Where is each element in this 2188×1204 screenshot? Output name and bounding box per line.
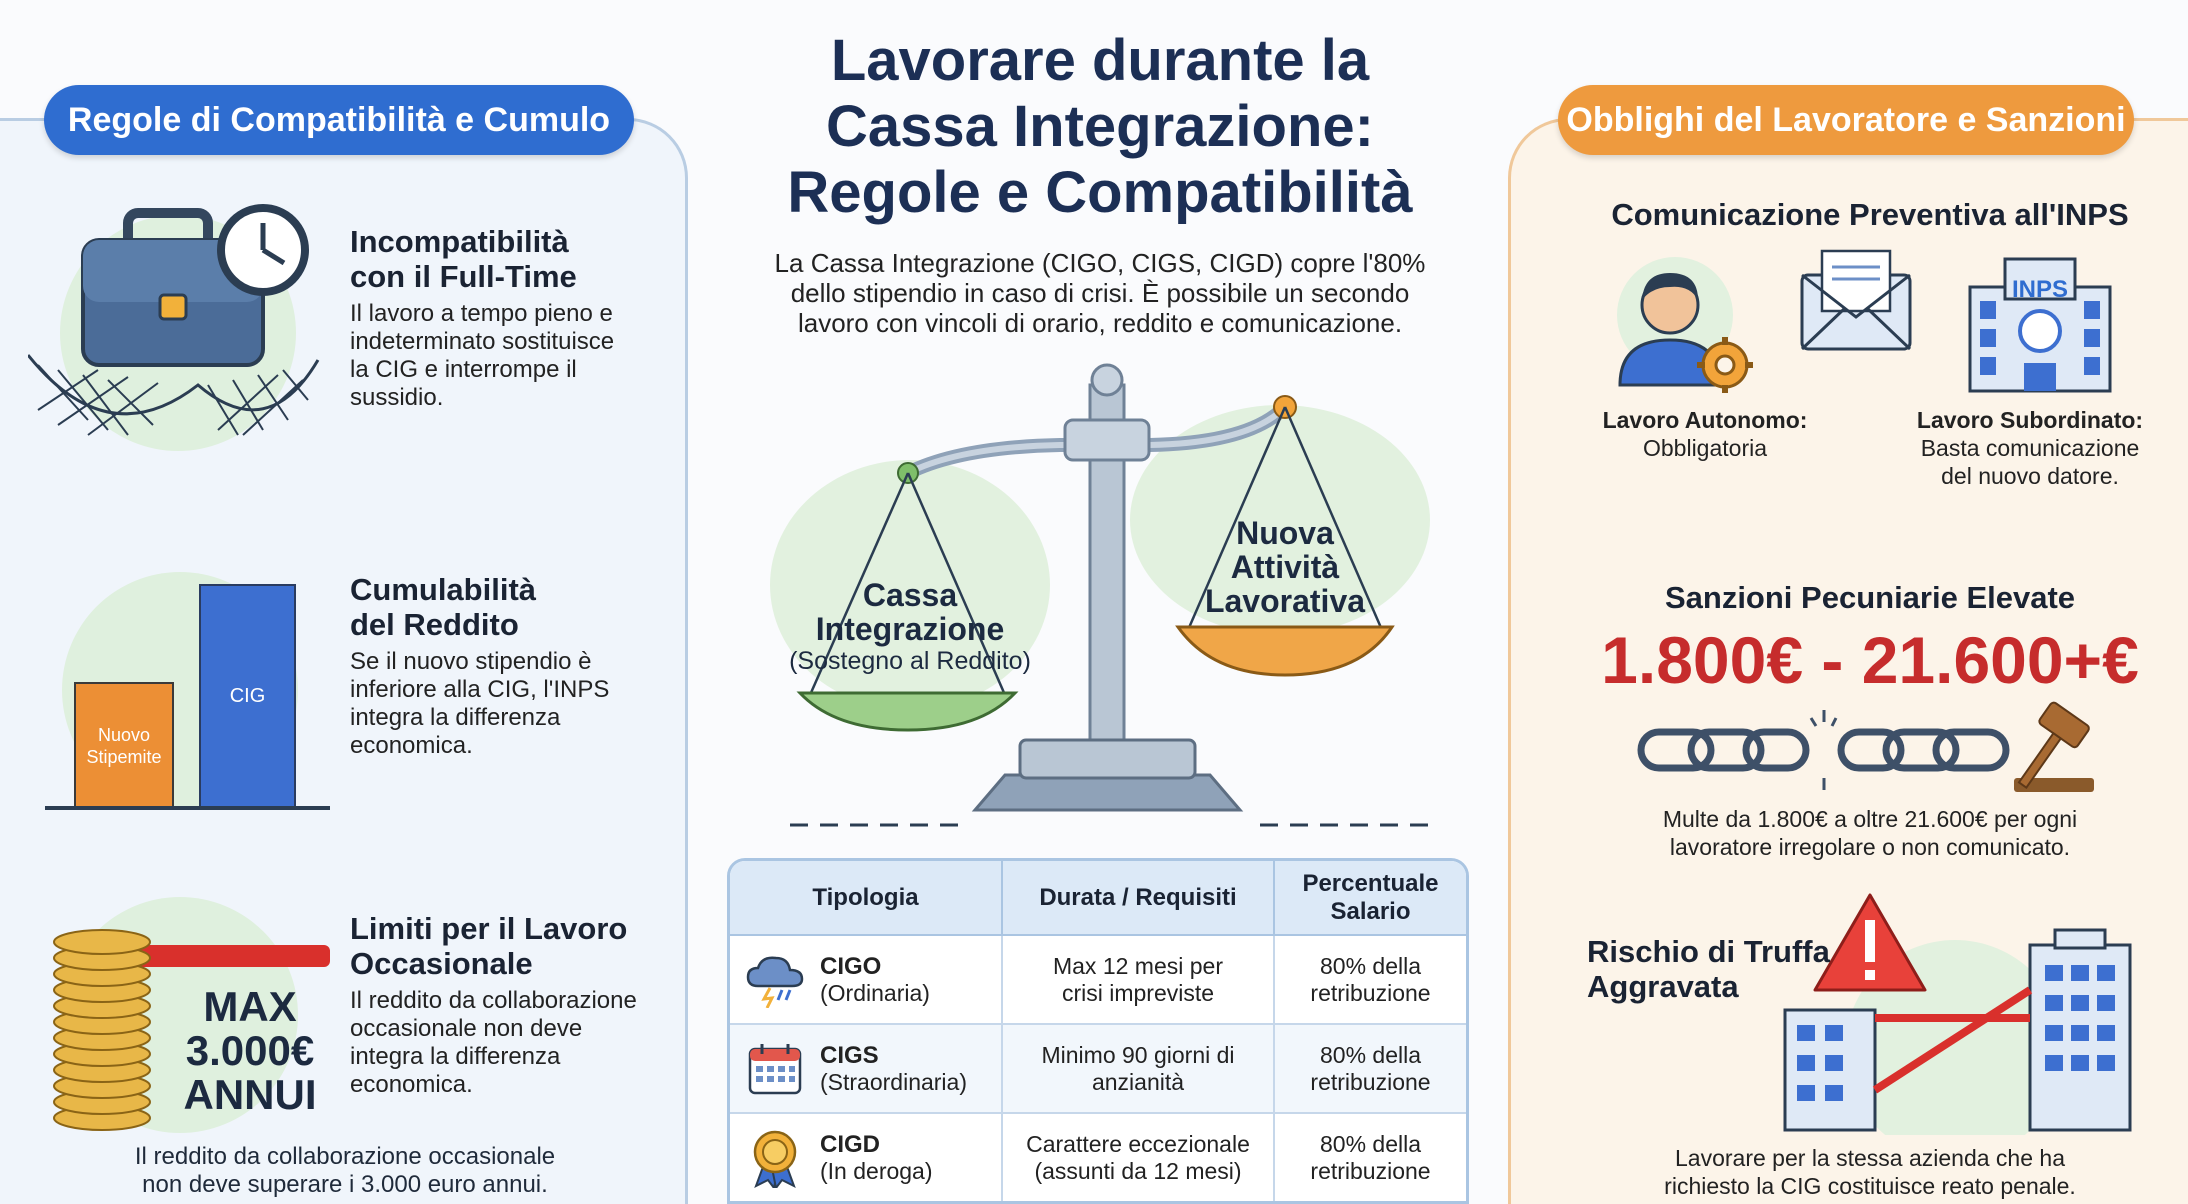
sanctions-body: Multe da 1.800€ a oltre 21.600€ per ogni lavoratore irregolare o non comunicato. (1662, 806, 2078, 860)
employee-note: Lavoro Subordinato: Basta comunicazione del nuovo datore. (1916, 407, 2144, 489)
table-row: CIGD (In deroga) Carattere eccezionale (assunti da 12 mesi) 80% della retribuzione (730, 1113, 1466, 1202)
bar-cig-label: CIG (229, 685, 266, 707)
section3-footer: Il reddito da collaborazione occasionale non deve superare i 3.000 euro annui. (134, 1143, 556, 1198)
section3-title: Limiti per il Lavoro Occasionale (350, 911, 628, 981)
storm-cloud-icon (744, 952, 806, 1008)
section2-body: Se il nuovo stipendio è inferiore alla CIG, l'INPS integra la differenza economica. (350, 648, 610, 759)
sanctions-title: Sanzioni Pecuniarie Elevate (1664, 580, 2076, 615)
warning-buildings-icon (1765, 890, 2145, 1135)
calendar-icon (744, 1041, 806, 1097)
scale-left-label: Cassa Integrazione (Sostegno al Reddito) (789, 577, 1031, 675)
section2-title: Cumulabilità del Reddito (350, 572, 537, 642)
left-section-header: Regole di Compatibilità e Cumulo (44, 85, 634, 155)
col-header-type: Tipologia (730, 861, 1002, 935)
cig-types-table (727, 858, 1469, 1204)
section3-body: Il reddito da collaborazione occasionale non deve integra la differenza economica. (350, 987, 637, 1098)
right-section-header: Obblighi del Lavoratore e Sanzioni (1558, 85, 2134, 155)
intro-text: La Cassa Integrazione (CIGO, CIGS, CIGD) copre l'80% dello stipendio in caso di crisi. È possibile un secondo lavoro con vincoli di orario, reddito e comunicazione. (774, 248, 1426, 338)
inps-label: INPS (2011, 276, 2068, 303)
bar-comparison-icon (40, 535, 340, 835)
col-header-duration: Durata / Requisiti (1002, 861, 1274, 935)
page-title: Lavorare durante la Cassa Integrazione: Regole e Compatibilità (787, 28, 1413, 225)
self-employed-note: Lavoro Autonomo: Obbligatoria (1602, 407, 1808, 461)
scale-right-label: Nuova Attività Lavorativa (1204, 515, 1366, 619)
table-row: CIGO (Ordinaria) Max 12 mesi per crisi impreviste 80% della retribuzione (730, 935, 1466, 1024)
broken-chain-gavel-icon (1636, 700, 2116, 800)
section1-body: Il lavoro a tempo pieno e indeterminato sostituisce la CIG e interrompe il sussidio. (350, 300, 615, 411)
bar-new-salary-label: Nuovo Stipemite (86, 725, 162, 767)
award-badge-icon (744, 1128, 806, 1188)
risk-title: Rischio di Truffa Aggravata (1587, 934, 1830, 1004)
col-header-percentage: Percentuale Salario (1274, 861, 1466, 935)
envelope-icon (1798, 245, 1914, 355)
communication-title: Comunicazione Preventiva all'INPS (1611, 197, 2129, 232)
worker-gear-icon (1610, 255, 1760, 395)
risk-body: Lavorare per la stessa azienda che ha richiesto la CIG costituisce reato penale. (1664, 1145, 2076, 1199)
table-row: CIGS (Straordinaria) Minimo 90 giorni di anzianità 80% della retribuzione (730, 1024, 1466, 1113)
max-limit-label: MAX 3.000€ ANNUI (183, 983, 317, 1118)
section1-title: Incompatibilità con il Full-Time (350, 224, 577, 294)
sanctions-amount: 1.800€ - 21.600+€ (1601, 623, 2139, 697)
briefcase-clock-icon (28, 185, 328, 475)
